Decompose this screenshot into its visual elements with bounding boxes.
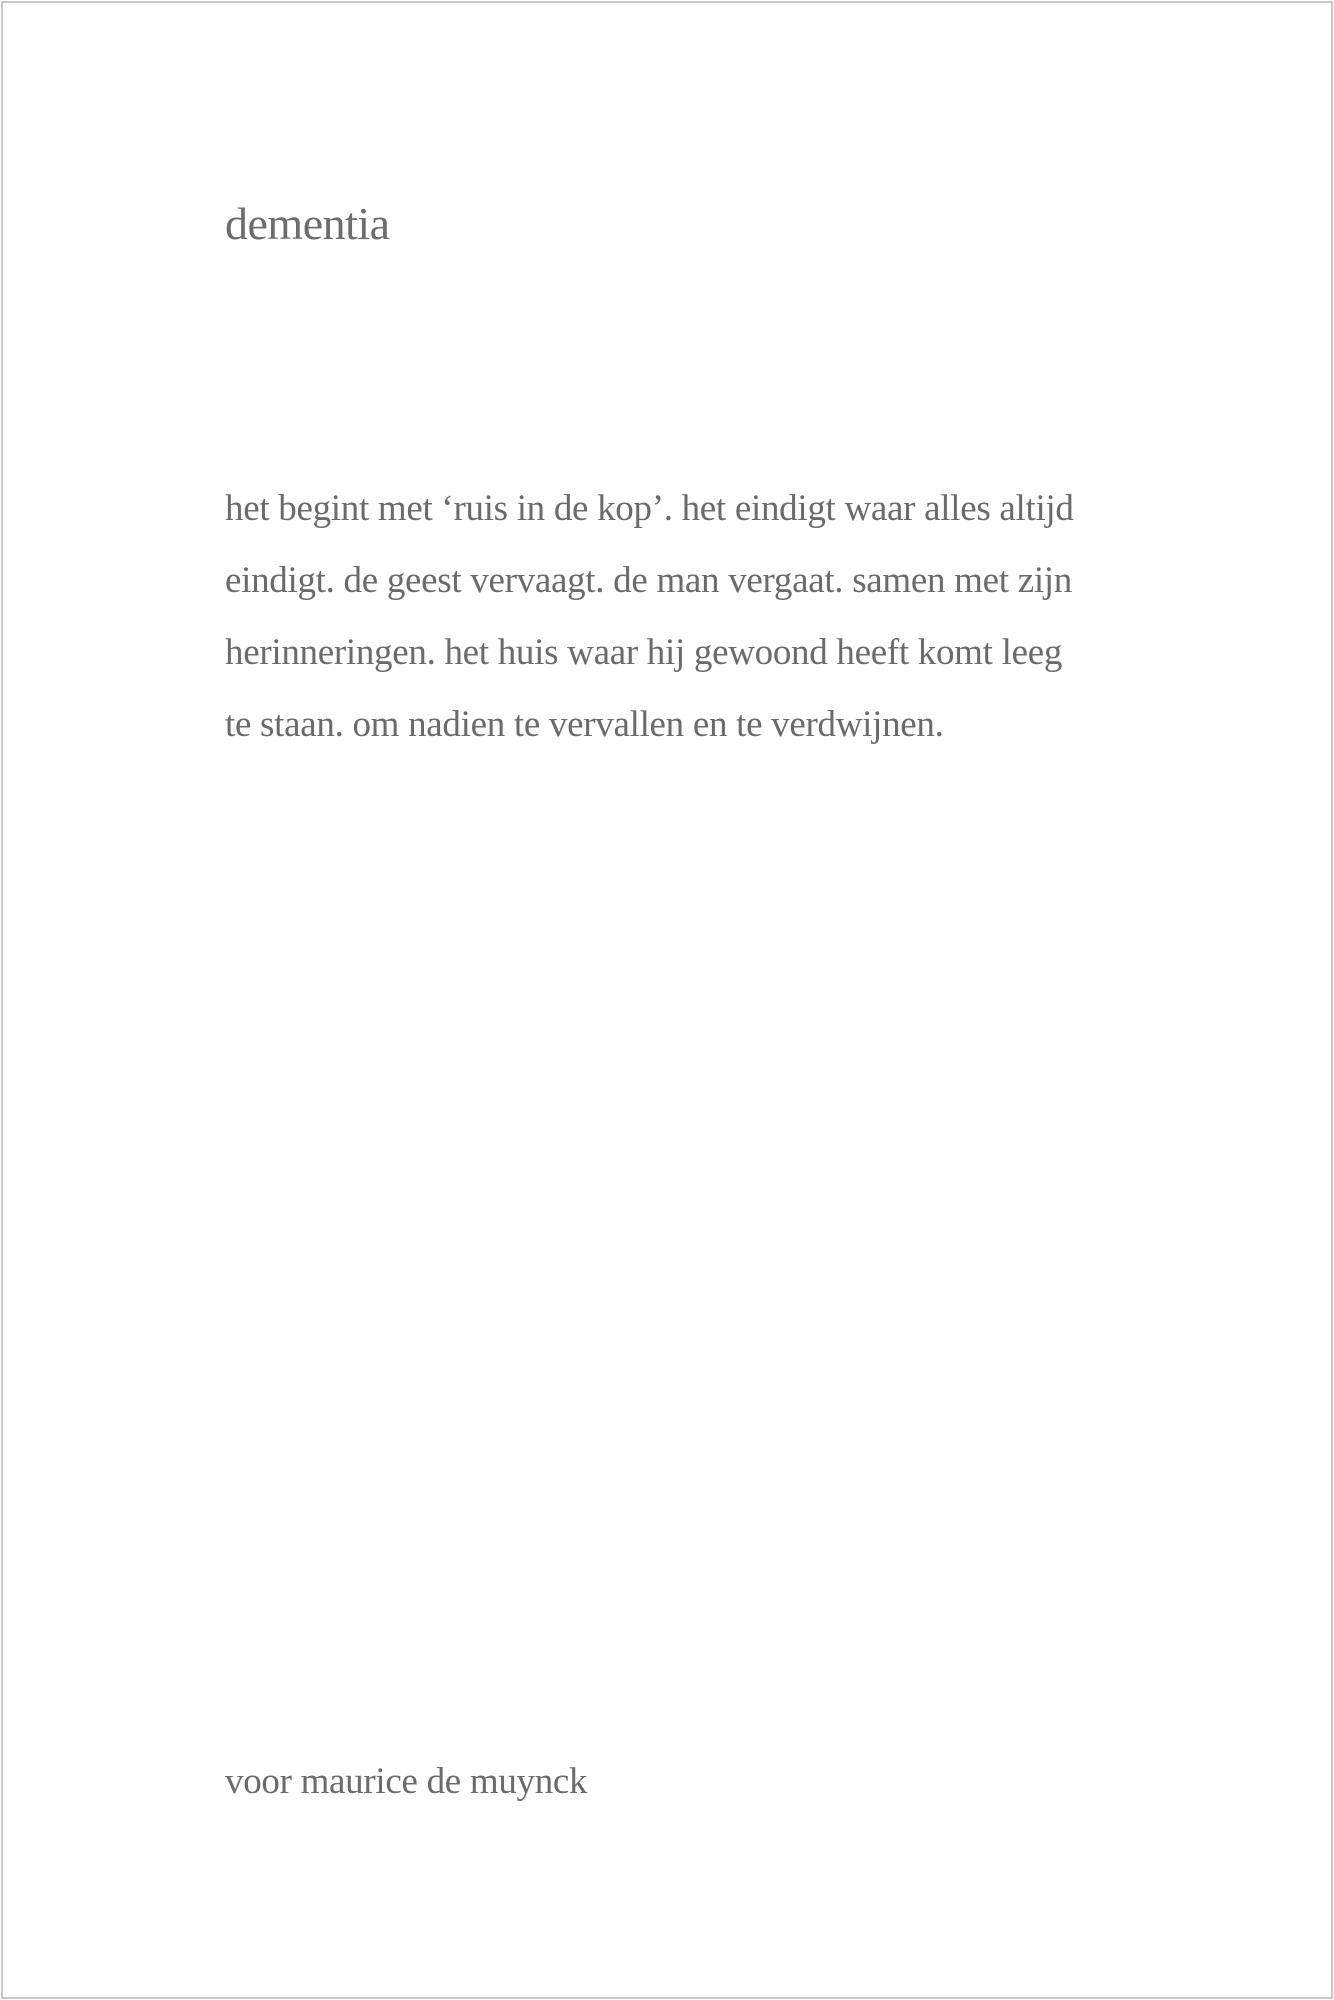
dedication: voor maurice de muynck [225, 1761, 588, 1802]
body-line: het begint met ‘ruis in de kop’. het eindigt waar alles altijd [225, 488, 1074, 529]
body-line: eindigt. de geest vervaagt. de man vergaat. samen met zijn [225, 560, 1072, 601]
body-paragraph [225, 473, 1074, 761]
body-line: te staan. om nadien te vervallen en te verdwijnen. [225, 704, 944, 745]
page-title: dementia [225, 198, 390, 249]
document-page [1, 1, 1333, 1999]
body-line: herinneringen. het huis waar hij gewoond heeft komt leeg [225, 632, 1063, 673]
